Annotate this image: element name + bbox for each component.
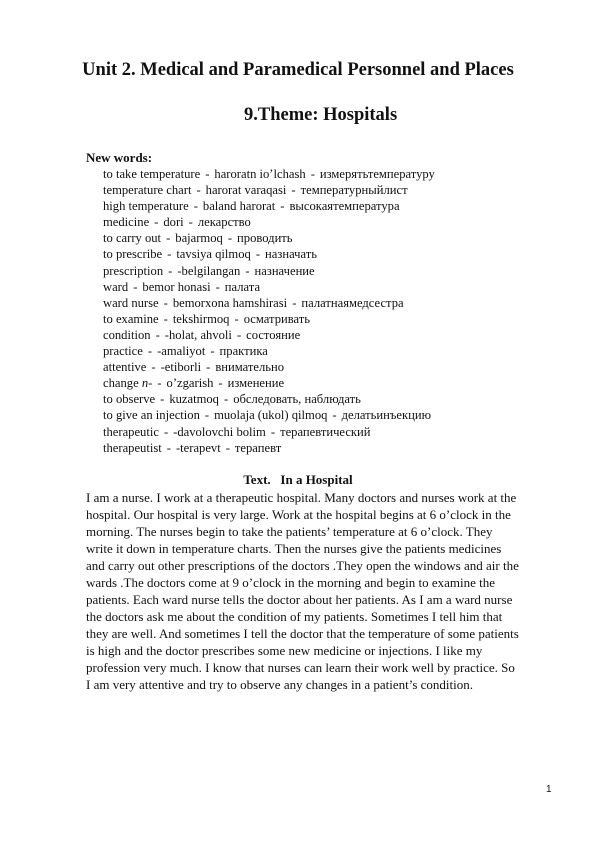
vocab-term: to examine: [103, 311, 159, 326]
text-line: wards .The doctors come at 9 o’clock in the morning and begin to examine the: [86, 575, 496, 590]
vocab-term: to take temperature: [103, 167, 201, 181]
vocab-term: prescription: [103, 263, 164, 278]
vocab-russian: внимательно: [215, 360, 285, 375]
vocab-item: [103, 230, 435, 246]
vocab-russian: назначение: [254, 263, 315, 278]
separator-dash: -: [163, 295, 168, 310]
vocab-term: to prescribe: [103, 247, 163, 262]
text-title: Text. In a Hospital: [243, 472, 353, 487]
separator-dash: -: [280, 199, 285, 214]
vocab-item: [103, 440, 435, 456]
separator-dash: -: [215, 279, 220, 294]
vocab-item: [103, 166, 435, 182]
separator-dash: -: [151, 360, 156, 375]
vocab-term: attentive: [103, 360, 147, 375]
text-line: and carry out other prescriptions of the doctors .They open the windows and air the: [86, 558, 519, 573]
vocab-item: [103, 214, 435, 230]
separator-dash: -: [291, 183, 296, 198]
vocab-item: [103, 424, 435, 440]
vocab-uzbek: kuzatmoq: [169, 392, 219, 407]
separator-dash: -: [147, 344, 153, 359]
text-line: hospital. Our hospital is very large. Work at the hospital begins at 6 o’clock in the: [86, 507, 511, 522]
separator-dash: -: [223, 392, 229, 407]
vocab-uzbek: haroratn io’lchash: [214, 167, 306, 181]
text-line: I am very attentive and try to observe any changes in a patient’s condition.: [86, 677, 473, 692]
vocab-russian: высокаятемпература: [289, 199, 400, 214]
vocab-uzbek: bajarmoq: [175, 231, 223, 246]
separator-dash: -: [188, 215, 193, 230]
vocab-russian: лекарство: [197, 215, 251, 230]
separator-dash: -: [310, 167, 315, 181]
vocab-uzbek: o’zgarish: [166, 376, 214, 391]
vocab-item: [103, 295, 435, 311]
vocab-uzbek: -terapevt: [175, 440, 221, 455]
text-line: I am a nurse. I work at a therapeutic hospital. Many doctors and nurses work at the: [86, 490, 517, 505]
vocab-item: [103, 311, 435, 327]
separator-dash: -: [193, 199, 198, 214]
vocab-term: change: [103, 376, 139, 391]
vocab-term: high temperature: [103, 199, 189, 214]
separator-dash: -: [167, 247, 172, 262]
vocab-uzbek: -belgilangan: [177, 263, 241, 278]
separator-dash: -: [218, 376, 223, 391]
vocab-uzbek: -amaliyot: [157, 344, 206, 359]
page-number: 1: [546, 784, 552, 795]
vocab-russian: палатнаямедсестра: [301, 295, 404, 310]
vocab-russian: делатьинъекцию: [341, 408, 432, 423]
vocab-term: to give an injection: [103, 408, 200, 423]
vocab-term: temperature chart: [103, 183, 192, 198]
text-line: they are well. And sometimes I tell the doctor that the temperature of some patients: [86, 626, 519, 641]
vocab-uzbek: bemor honasi: [142, 279, 211, 294]
vocab-russian: обследовать, наблюдать: [233, 392, 361, 407]
vocab-item: [103, 391, 435, 407]
separator-dash: -: [225, 440, 230, 455]
vocab-uzbek: tekshirmoq: [172, 311, 230, 326]
vocabulary-list: [103, 166, 435, 456]
separator-dash: -: [204, 408, 210, 423]
text-line: patients. Each ward nurse tells the doctor about her patients. As I am a ward nurse: [86, 592, 513, 607]
vocab-term: ward: [103, 279, 129, 294]
separator-dash: -: [163, 424, 169, 439]
separator-dash: -: [270, 424, 276, 439]
separator-dash: -: [160, 392, 165, 407]
vocab-term: condition: [103, 327, 151, 342]
separator-dash: -: [166, 440, 171, 455]
vocab-item: [103, 279, 435, 295]
vocab-uzbek: dori: [163, 215, 184, 230]
vocab-russian: проводить: [237, 231, 293, 246]
vocab-russian: осматривать: [243, 311, 311, 326]
text-line: is high and the doctor prescribes some new medicine or injections. I like my: [86, 643, 483, 658]
vocab-term: medicine: [103, 215, 150, 230]
text-body: [86, 489, 558, 693]
vocab-item: [103, 182, 435, 198]
vocab-term: therapeutist: [103, 440, 162, 455]
vocab-term: therapeutic: [103, 424, 159, 439]
text-line: morning. The nurses begin to take the patients’ temperature at 6 o’clock. They: [86, 524, 493, 539]
vocab-russian: назначать: [265, 247, 318, 262]
vocab-term: ward nurse: [103, 295, 159, 310]
vocab-russian: терапевт: [234, 440, 282, 455]
separator-dash: -: [236, 327, 242, 342]
separator-dash: -: [206, 360, 211, 375]
new-words-heading: New words:: [86, 150, 153, 165]
vocab-uzbek: harorat varaqasi: [205, 183, 287, 198]
separator-dash: -: [205, 167, 210, 181]
vocab-item: [103, 375, 435, 391]
vocab-russian: измерятьтемпературу: [319, 167, 435, 181]
vocab-item: [103, 407, 435, 423]
separator-dash: -: [292, 295, 297, 310]
separator-dash: -: [166, 231, 171, 246]
vocab-uzbek: -etiborli: [160, 360, 202, 375]
vocab-uzbek: -holat, ahvoli: [164, 327, 232, 342]
theme-title: 9.Theme: Hospitals: [244, 105, 398, 125]
vocab-uzbek: muolaja (ukol) qilmoq: [214, 408, 328, 423]
vocab-term: practice: [103, 344, 143, 359]
separator-dash: -: [332, 408, 337, 423]
separator-dash: -: [255, 247, 261, 262]
separator-dash: -: [168, 263, 173, 278]
vocab-item: [103, 343, 435, 359]
text-line: the doctors ask me about the condition of my patients. Sometimes I tell him that: [86, 609, 503, 624]
separator-dash: -: [154, 215, 159, 230]
vocab-term: to observe: [103, 392, 156, 407]
separator-dash: -: [210, 344, 215, 359]
vocab-item: [103, 198, 435, 214]
separator-dash: -: [163, 311, 168, 326]
separator-dash: -: [196, 183, 201, 198]
vocab-item: [103, 327, 435, 343]
vocab-term: to carry out: [103, 231, 162, 246]
vocab-russian: терапевтический: [280, 424, 371, 439]
separator-dash: -: [245, 263, 250, 278]
separator-dash: -: [155, 327, 160, 342]
vocab-uzbek: tavsiya qilmoq: [176, 247, 251, 262]
vocab-russian: температурныйлист: [300, 183, 408, 198]
vocab-uzbek: baland harorat: [202, 199, 276, 214]
text-line: write it down in temperature charts. Then the nurses give the patients medicines: [86, 541, 502, 556]
vocab-russian: изменение: [227, 376, 285, 391]
separator-dash: -: [234, 311, 239, 326]
vocab-russian: палата: [224, 279, 261, 294]
vocab-russian: состояние: [246, 327, 301, 342]
vocab-item: [103, 246, 435, 262]
vocab-item: [103, 359, 435, 375]
part-of-speech: n-: [141, 376, 153, 391]
separator-dash: -: [133, 279, 138, 294]
vocab-uzbek: bemorxona hamshirasi: [172, 295, 288, 310]
vocab-item: [103, 263, 435, 279]
unit-title: Unit 2. Medical and Paramedical Personnel and Places: [82, 60, 514, 80]
separator-dash: -: [157, 376, 162, 391]
vocab-russian: практика: [219, 344, 268, 359]
text-line: profession very much. I know that nurses can learn their work well by practice. So: [86, 660, 515, 675]
vocab-uzbek: -davolovchi bolim: [173, 424, 266, 439]
separator-dash: -: [227, 231, 233, 246]
